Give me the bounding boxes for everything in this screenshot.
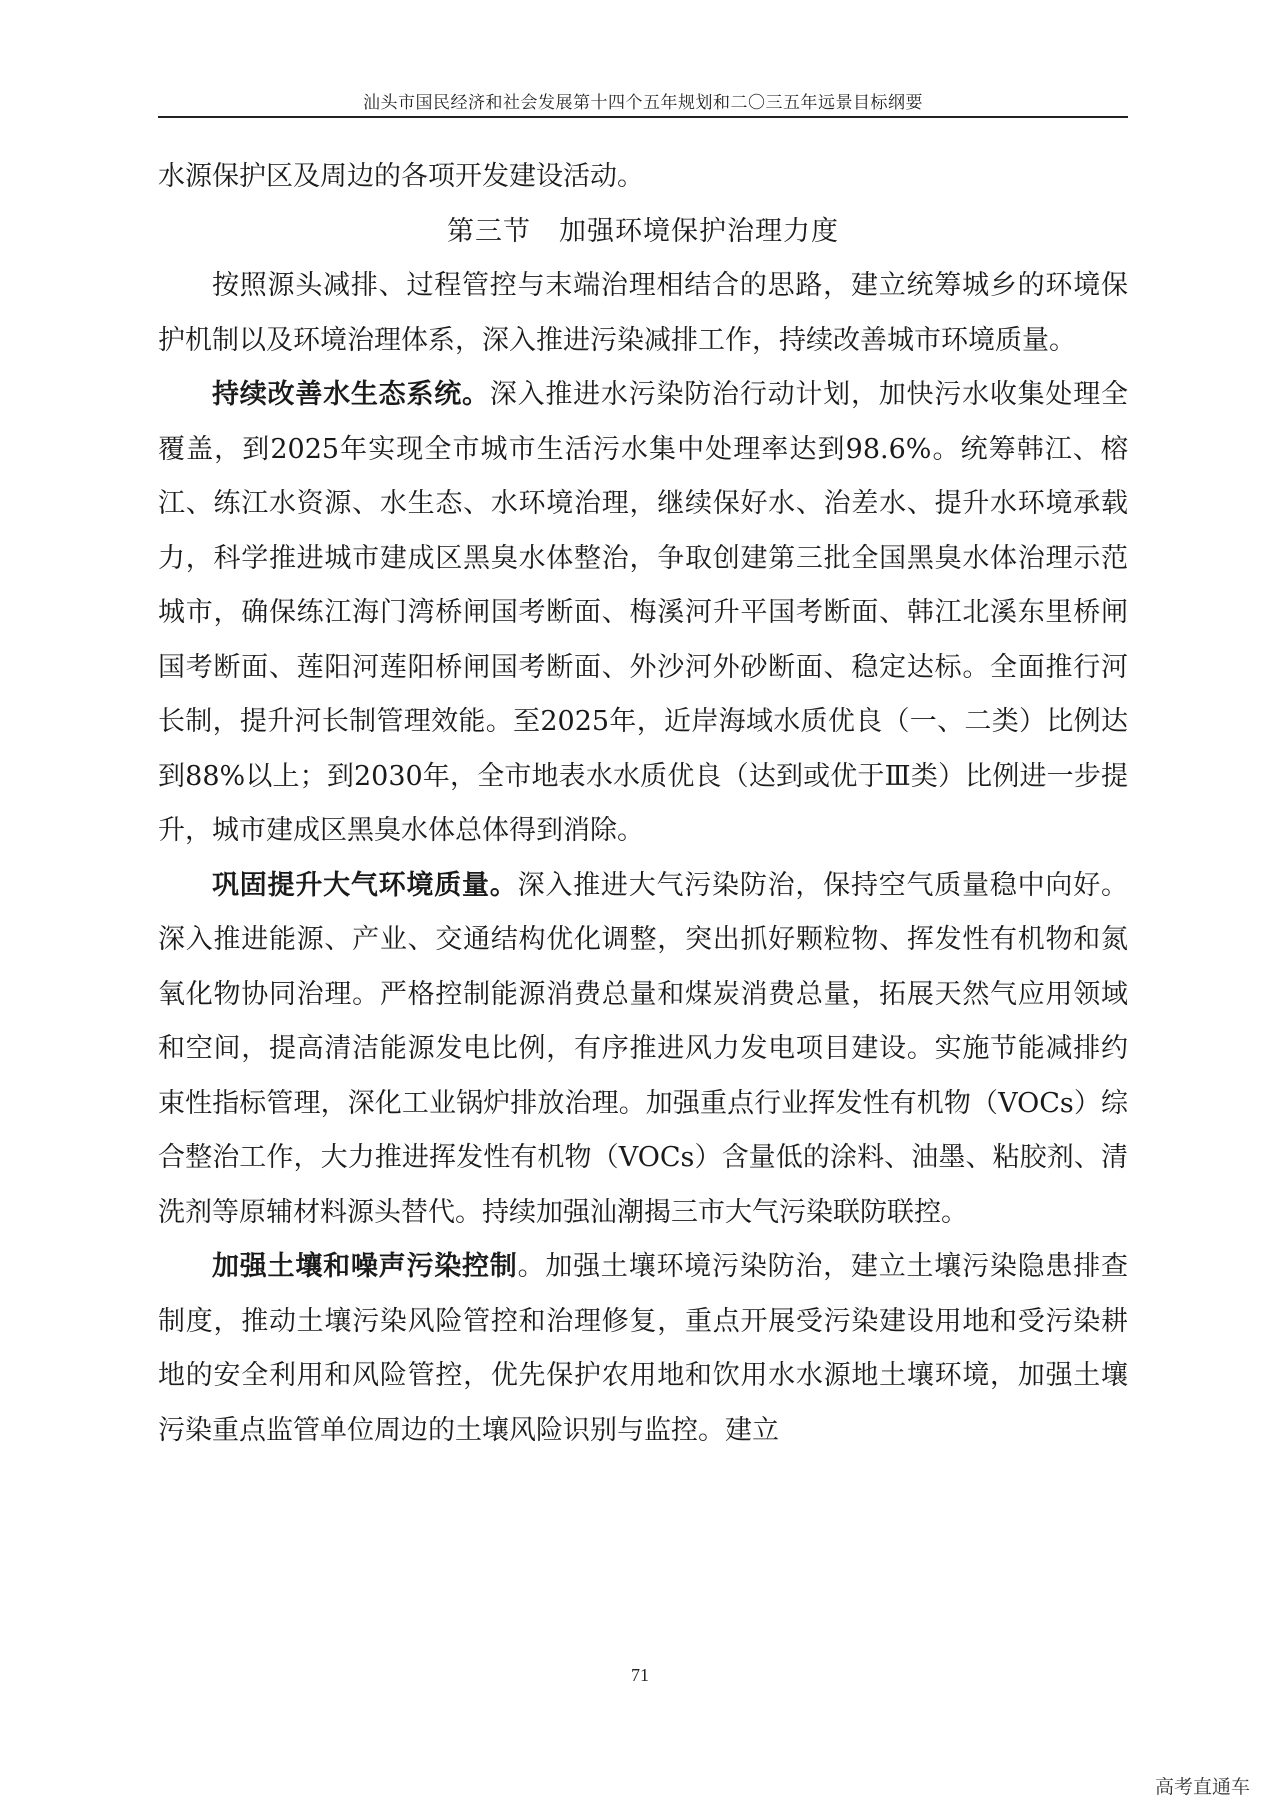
header-rule: [158, 116, 1128, 118]
continuation-paragraph: 水源保护区及周边的各项开发建设活动。: [158, 161, 644, 192]
intro-paragraph: 按照源头减排、过程管控与末端治理相结合的思路，建立统筹城乡的环境保护机制以及环境治理体系，深入推进污染减排工作，持续改善城市环境质量。: [158, 270, 1128, 356]
paragraph-soil-heading: 加强土壤和噪声污染控制: [212, 1251, 518, 1282]
paragraph-air-heading: 巩固提升大气环境质量。: [212, 869, 518, 901]
page-number: 71: [631, 1665, 649, 1685]
paragraph-soil: [158, 1240, 1128, 1458]
paragraph-water-text: 深入推进水污染防治行动计划，加快污水收集处理全覆盖，到2025年实现全市城市生活污水集中处理率达到98.6%。统筹韩江、榕江、练江水资源、水生态、水环境治理，继续保好水、治差水、提升水环境承载力，科学推进城市建成区黑臭水体整治，争取创建第三批全国黑臭水体治理示范城市，确保练江海门湾桥闸国考断面、梅溪河升平国考断面、韩江北溪东里桥闸国考断面、莲阳河莲阳桥闸国考断面、外沙河外砂断面、稳定达标。全面推行河长制，提升河长制管理效能。至2025年，近岸海域水质优良（一、二类）比例达到88%以上；到2030年，全市地表水水质优良（达到或优于Ⅲ类）比例进一步提升，城市建成区黑臭水体总体得到消除。: [158, 379, 1128, 846]
page-content: [158, 150, 1128, 1458]
paragraph-water-heading: 持续改善水生态系统。: [212, 379, 490, 410]
paragraph-air: [158, 859, 1128, 1241]
paragraph-air-text: 深入推进大气污染防治，保持空气质量稳中向好。深入推进能源、产业、交通结构优化调整，突出抓好颗粒物、挥发性有机物和氮氧化物协同治理。严格控制能源消费总量和煤炭消费总量，拓展天然气应用领域和空间，提高清洁能源发电比例，有序推进风力发电项目建设。实施节能减排约束性指标管理，深化工业锅炉排放治理。加强重点行业挥发性有机物（VOCs）综合整治工作，大力推进挥发性有机物（VOCs）含量低的涂料、油墨、粘胶剂、清洗剂等原辅材料源头替代。持续加强汕潮揭三市大气污染联防联控。: [158, 869, 1128, 1228]
running-header: 汕头市国民经济和社会发展第十四个五年规划和二〇三五年远景目标纲要: [363, 93, 923, 113]
paragraph-soil-text: 。加强土壤环境污染防治，建立土壤污染隐患排查制度，推动土壤污染风险管控和治理修复，重点开展受污染建设用地和受污染耕地的安全利用和风险管控，优先保护农用地和饮用水水源地土壤环境，加强土壤污染重点监管单位周边的土壤风险识别与监控。建立: [158, 1251, 1128, 1446]
paragraph-water: [158, 368, 1128, 859]
section-title: 第三节 加强环境保护治理力度: [447, 215, 839, 247]
watermark-text: 高考直通车: [1154, 1776, 1250, 1798]
